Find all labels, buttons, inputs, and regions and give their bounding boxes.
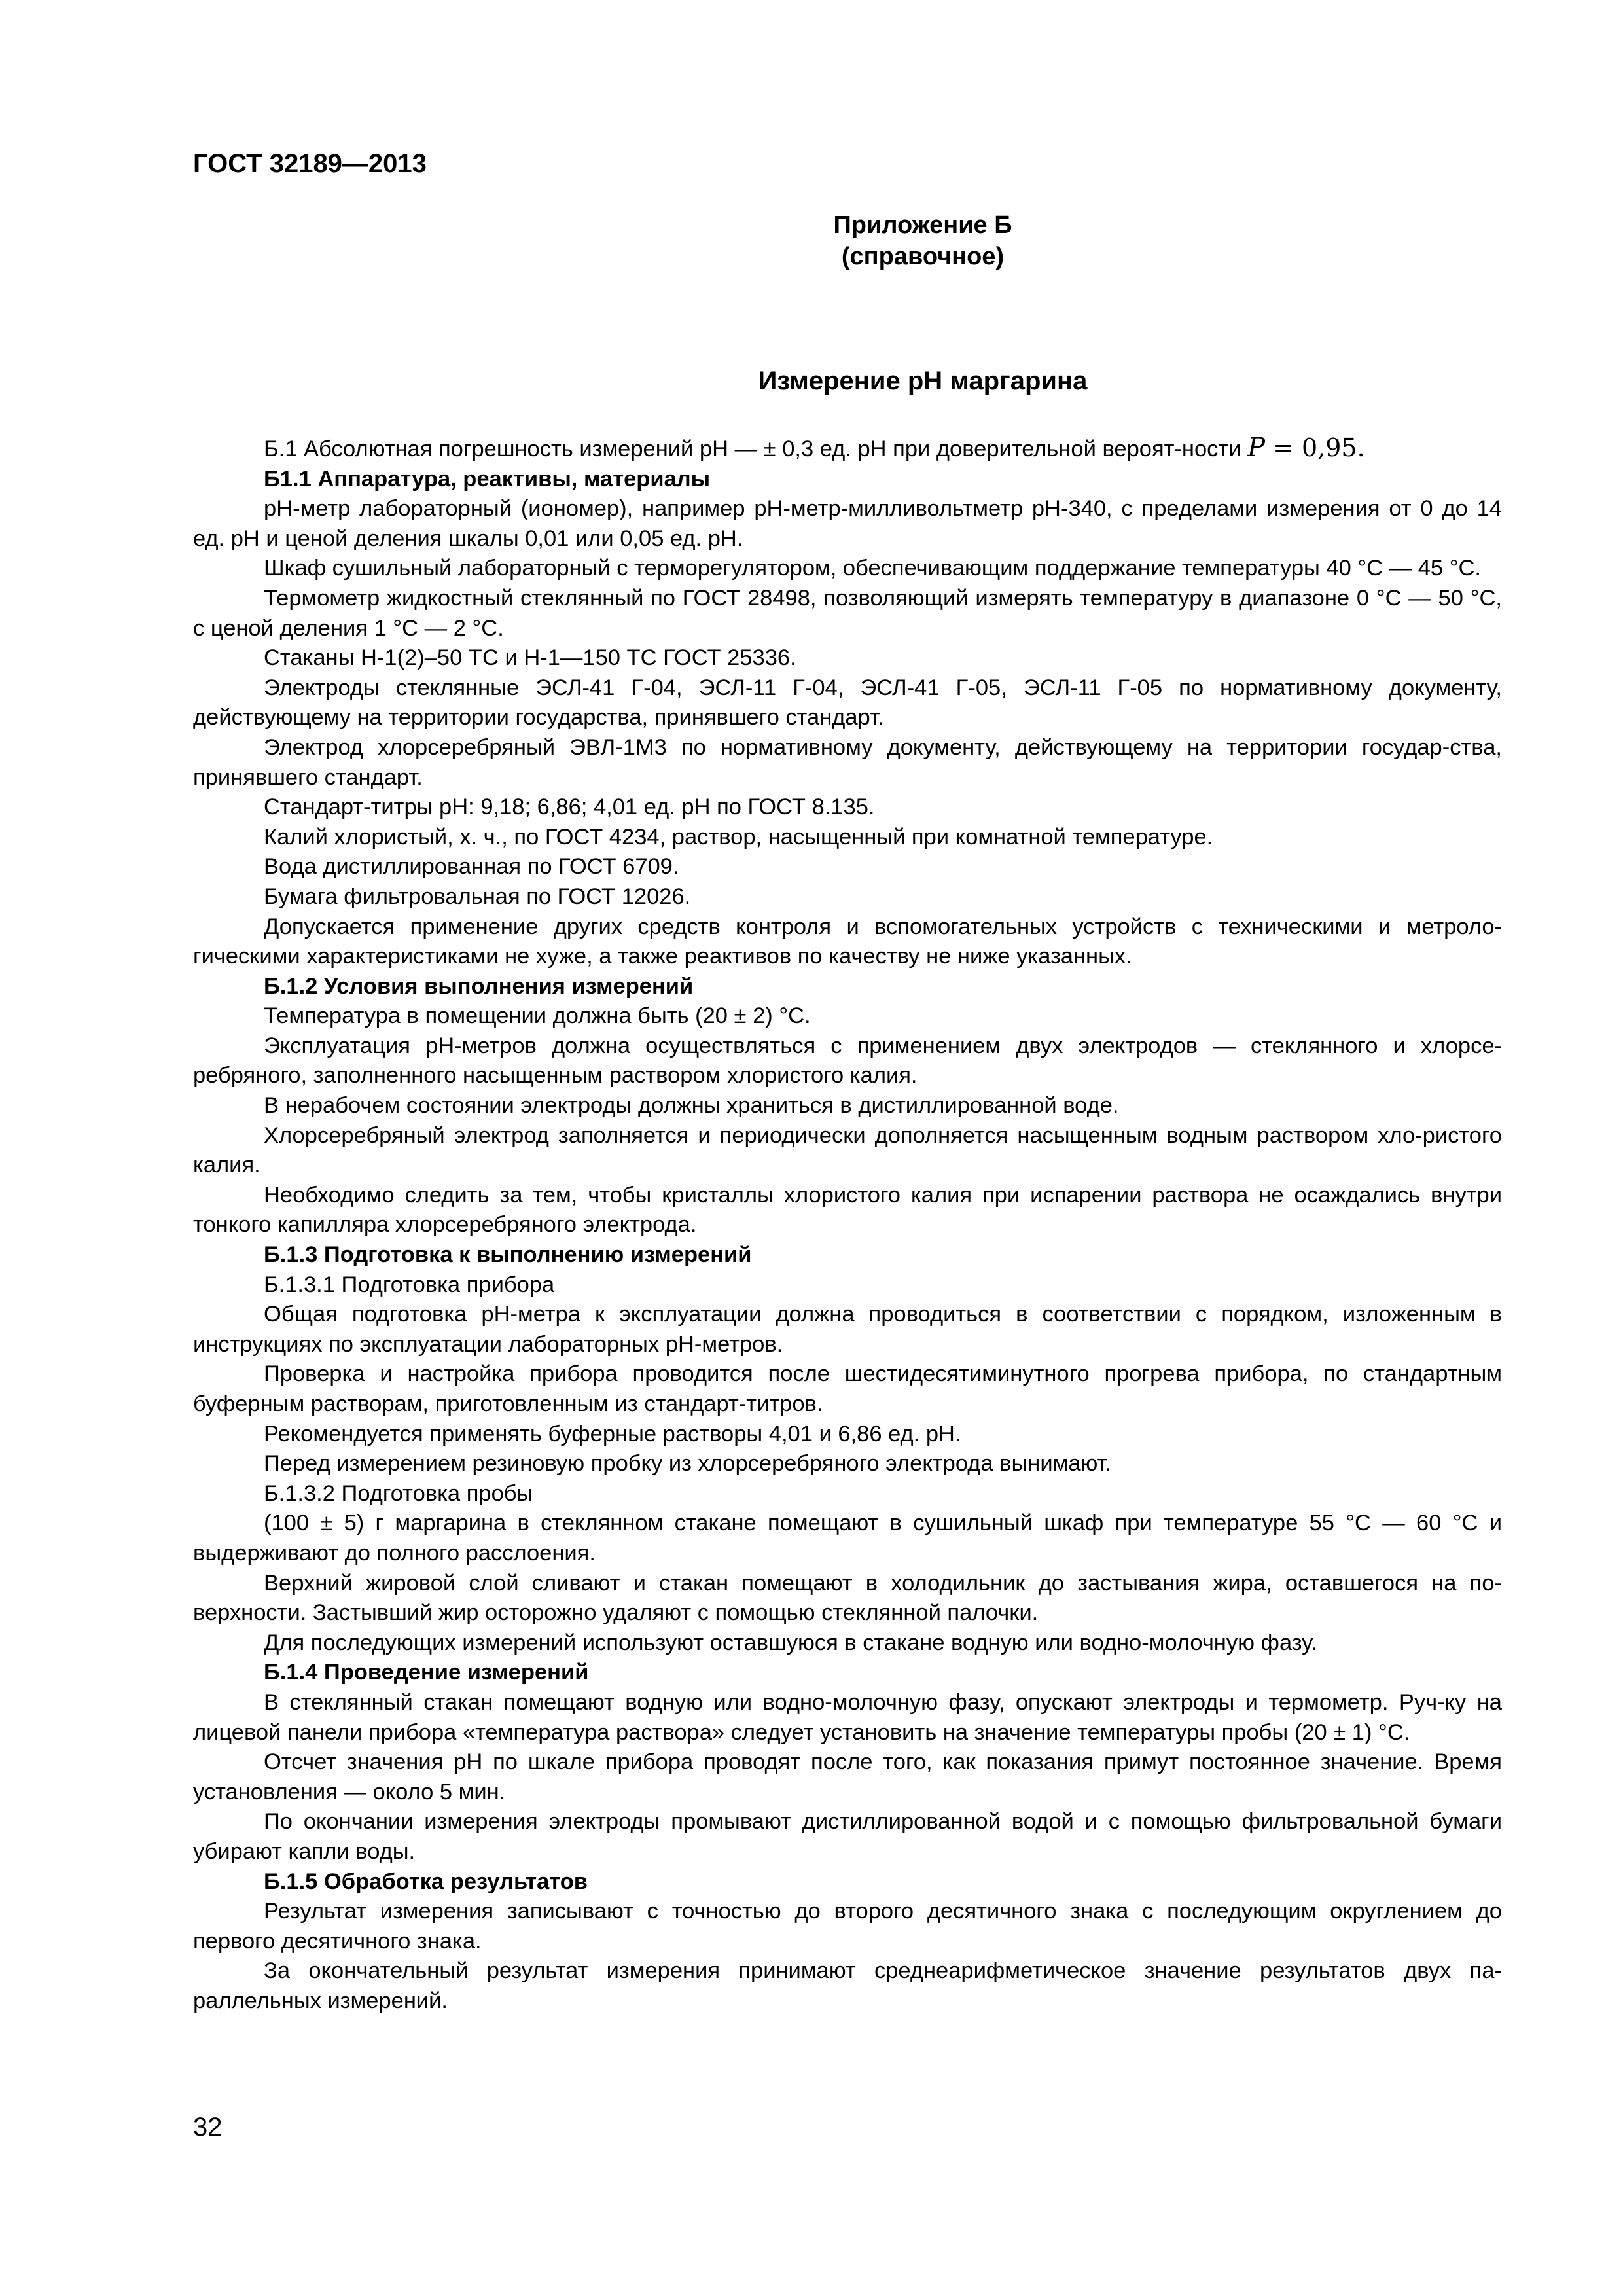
body-paragraph: Перед измерением резиновую пробку из хлорсеребряного электрода вынимают. bbox=[264, 1451, 1112, 1477]
body-paragraph: Результат измерения записывают с точностью до второго десятичного знака с последующим округлением до первого десятичного знака. bbox=[193, 1899, 1502, 1954]
body-paragraph: Б.1.3.1 Подготовка прибора bbox=[264, 1272, 555, 1297]
body-paragraph: За окончательный результат измерения принимают среднеарифметическое значение результатов двух па-раллельных измерений. bbox=[193, 1958, 1502, 2013]
body-paragraph: Эксплуатация pH-метров должна осуществляться с применением двух электродов — стеклянного и хлорсе-ребряного, заполненного насыщенным раствором хлористого калия. bbox=[193, 1033, 1502, 1088]
body-paragraph: В нерабочем состоянии электроды должны храниться в дистиллированной воде. bbox=[264, 1093, 1119, 1119]
body-paragraph: Допускается применение других средств контроля и вспомогательных устройств с техническими и метроло-гическими характеристиками не хуже, а также реактивов по качеству не ниже указанных. bbox=[193, 914, 1502, 969]
body-paragraph: pH-метр лабораторный (иономер), например pH-метр-милливольтметр pH-340, с пределами измерения от 0 до 14 ед. pH и ценой деления шкалы 0,01 или 0,05 ед. pH. bbox=[193, 496, 1502, 551]
probability-symbol: P bbox=[1247, 433, 1265, 463]
body-paragraph: (100 ± 5) г маргарина в стеклянном стакане помещают в сушильный шкаф при температуре 55 °С — 60 °С и выдерживают до полного расслоения. bbox=[193, 1511, 1502, 1566]
document-code: ГОСТ 32189—2013 bbox=[193, 149, 427, 178]
accuracy-paragraph bbox=[193, 433, 1502, 465]
body-paragraph: Шкаф сушильный лабораторный с терморегулятором, обеспечивающим поддержание температуры 40 °С — 45 °С. bbox=[264, 556, 1481, 581]
body-paragraph: Калий хлористый, х. ч., по ГОСТ 4234, раствор, насыщенный при комнатной температуре. bbox=[264, 824, 1213, 850]
section-heading: Б.1.2 Условия выполнения измерений bbox=[264, 973, 694, 999]
body-paragraph: Вода дистиллированная по ГОСТ 6709. bbox=[264, 854, 679, 880]
appendix-kind: (справочное) bbox=[841, 243, 1005, 270]
body-paragraph: Стандарт-титры pH: 9,18; 6,86; 4,01 ед. pH по ГОСТ 8.135. bbox=[264, 795, 875, 820]
body-paragraph: В стеклянный стакан помещают водную или водно-молочную фазу, опускают электроды и термометр. Руч-ку на лицевой панели прибора «температура раствора» следует установить на значение температуры пробы (20 ± 1) °С. bbox=[193, 1689, 1502, 1745]
section-heading: Б.1.5 Обработка результатов bbox=[264, 1869, 588, 1894]
body-paragraph: Электроды стеклянные ЭСЛ-41 Г-04, ЭСЛ-11 Г-04, ЭСЛ-41 Г-05, ЭСЛ-11 Г-05 по нормативному документу, действующему на территории государства, принявшего стандарт. bbox=[193, 675, 1502, 730]
section-heading: Б.1.3 Подготовка к выполнению измерений bbox=[264, 1242, 752, 1268]
body-paragraph: Электрод хлорсеребряный ЭВЛ-1М3 по нормативному документу, действующему на территории государ-ства, принявшего стандарт. bbox=[193, 734, 1502, 790]
section-title: Измерение pH маргарина bbox=[758, 367, 1088, 395]
body-paragraph: Стаканы Н-1(2)–50 ТС и Н-1—150 ТС ГОСТ 25336. bbox=[264, 645, 796, 671]
section-heading: Б.1.4 Проведение измерений bbox=[264, 1660, 589, 1685]
document-body bbox=[193, 433, 1502, 2016]
appendix-label: Приложение Б bbox=[833, 211, 1012, 239]
probability-value: = 0,95. bbox=[1265, 433, 1365, 462]
body-paragraph: Термометр жидкостный стеклянный по ГОСТ 28498, позволяющий измерять температуру в диапазоне 0 °С — 50 °С, с ценой деления 1 °С — 2 °С. bbox=[193, 585, 1502, 641]
body-paragraph: Для последующих измерений используют оставшуюся в стакане водную или водно-молочную фазу. bbox=[264, 1630, 1317, 1655]
body-paragraph: Проверка и настройка прибора проводится после шестидесятиминутного прогрева прибора, по стандартным буферным растворам, приготовленным из стандарт-титров. bbox=[193, 1361, 1502, 1416]
body-paragraph: Температура в помещении должна быть (20 ± 2) °С. bbox=[264, 1003, 811, 1029]
body-paragraph: Б.1.3.2 Подготовка пробы bbox=[264, 1480, 533, 1506]
body-paragraph: Необходимо следить за тем, чтобы кристаллы хлористого калия при испарении раствора не осаждались внутри тонкого капилляра хлорсеребряного электрода. bbox=[193, 1182, 1502, 1238]
appendix-heading bbox=[0, 209, 1623, 272]
body-paragraph: Верхний жировой слой сливают и стакан помещают в холодильник до застывания жира, оставшегося на по-верхности. Застывший жир осторожно удаляют с помощью стеклянной палочки. bbox=[193, 1570, 1502, 1626]
section-heading: Б1.1 Аппаратура, реактивы, материалы bbox=[264, 466, 711, 492]
accuracy-text: Б.1 Абсолютная погрешность измерений pH — ± 0,3 ед. pH при доверительной вероят-ности bbox=[264, 437, 1248, 461]
body-paragraph: Общая подготовка pH-метра к эксплуатации должна проводиться в соответствии с порядком, изложенным в инструкциях по эксплуатации лабораторных pH-метров. bbox=[193, 1302, 1502, 1357]
body-paragraph: По окончании измерения электроды промывают дистиллированной водой и с помощью фильтровальной бумаги убирают капли воды. bbox=[193, 1809, 1502, 1864]
body-paragraph: Рекомендуется применять буферные растворы 4,01 и 6,86 ед. pH. bbox=[264, 1421, 961, 1446]
page-number: 32 bbox=[193, 2113, 223, 2142]
body-paragraph: Отсчет значения pH по шкале прибора проводят после того, как показания примут постоянное значение. Время установления — около 5 мин. bbox=[193, 1749, 1502, 1804]
body-paragraph: Хлорсеребряный электрод заполняется и периодически дополняется насыщенным водным раствором хло-ристого калия. bbox=[193, 1122, 1502, 1178]
body-paragraph: Бумага фильтровальная по ГОСТ 12026. bbox=[264, 884, 691, 909]
